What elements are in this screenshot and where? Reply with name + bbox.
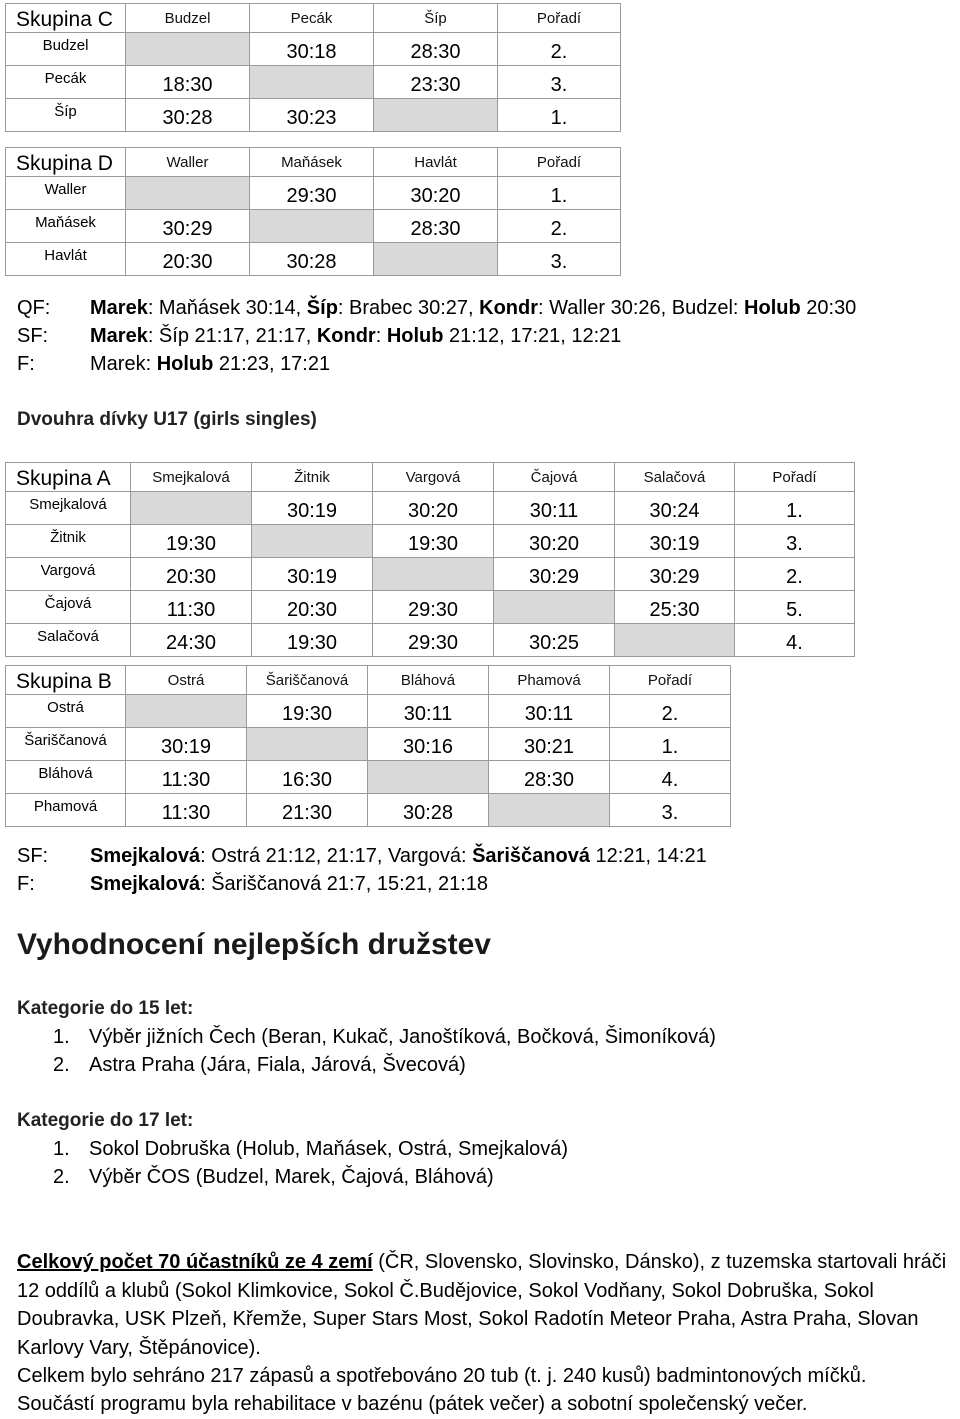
girls-sf-line (17, 845, 707, 868)
f-label: F: (17, 353, 35, 375)
score-cell: 24:30 (131, 624, 252, 657)
player-name: Havlát (6, 243, 126, 276)
self-match-cell (615, 624, 735, 657)
player-name-bold: Kondr (479, 297, 539, 319)
player-name-bold: Smejkalová (90, 873, 201, 895)
self-match-cell (252, 525, 373, 558)
score-cell: 21:30 (247, 794, 368, 827)
participants-summary: Celkový počet 70 účastníků ze 4 zemí (17, 1251, 373, 1273)
teams-heading: Vyhodnocení nejlepších družstev (17, 928, 491, 961)
score-cell: 30:28 (126, 99, 250, 132)
rank-cell: 2. (610, 695, 731, 728)
score-cell: 19:30 (373, 525, 494, 558)
self-match-cell (250, 210, 374, 243)
self-match-cell (131, 492, 252, 525)
column-header: Phamová (489, 666, 610, 695)
player-name-bold: Šariščanová (472, 845, 590, 867)
group-b-table (5, 665, 731, 827)
rank-cell: 2. (498, 33, 621, 66)
boys-sf-line (17, 325, 621, 348)
table-row (6, 525, 855, 558)
score-cell: 19:30 (252, 624, 373, 657)
self-match-cell (489, 794, 610, 827)
score-cell: 30:21 (489, 728, 610, 761)
table-row (6, 728, 731, 761)
result-text: : Brabec 30:27, (337, 297, 480, 319)
matches-summary: Celkem bylo sehráno 217 zápasů a spotřebováno 20 tub (t. j. 240 kusů) badmintonových míčků. (17, 1365, 867, 1387)
score-cell: 29:30 (250, 177, 374, 210)
group-title: Skupina D (6, 148, 126, 177)
result-text: 12:21, 14:21 (589, 845, 707, 867)
player-name: Čajová (6, 591, 131, 624)
rank-cell: 3. (498, 243, 621, 276)
score-cell: 30:28 (368, 794, 489, 827)
self-match-cell (373, 558, 494, 591)
score-cell: 30:11 (494, 492, 615, 525)
column-header: Šariščanová (247, 666, 368, 695)
player-name-bold: Holub (156, 353, 214, 375)
score-cell: 25:30 (615, 591, 735, 624)
self-match-cell (374, 243, 498, 276)
table-row (6, 794, 731, 827)
score-cell: 30:19 (252, 558, 373, 591)
summary-paragraph (17, 1248, 960, 1362)
result-text: : Šariščanová 21:7, 15:21, 21:18 (200, 873, 489, 895)
group-title: Skupina A (6, 463, 131, 492)
list-item: 1. Sokol Dobruška (Holub, Maňásek, Ostrá, Smejkalová) (53, 1138, 569, 1160)
boys-qf-line (17, 297, 856, 320)
score-cell: 29:30 (373, 624, 494, 657)
score-cell: 30:25 (494, 624, 615, 657)
result-text: 20:30 (800, 297, 857, 319)
column-header: Maňásek (250, 148, 374, 177)
player-name: Šariščanová (6, 728, 126, 761)
score-cell: 19:30 (131, 525, 252, 558)
score-cell: 16:30 (247, 761, 368, 794)
self-match-cell (126, 33, 250, 66)
table-row (6, 99, 621, 132)
rank-cell: 1. (498, 177, 621, 210)
table-row (6, 210, 621, 243)
score-cell: 29:30 (373, 591, 494, 624)
score-cell: 30:29 (494, 558, 615, 591)
player-name-bold: Marek (90, 297, 148, 319)
score-cell: 11:30 (126, 794, 247, 827)
rank-cell: 2. (735, 558, 855, 591)
column-header: Pořadí (498, 148, 621, 177)
self-match-cell (126, 695, 247, 728)
player-name-bold: Smejkalová (90, 845, 201, 867)
player-name: Vargová (6, 558, 131, 591)
rank-cell: 4. (610, 761, 731, 794)
cat17-heading: Kategorie do 17 let: (17, 1110, 194, 1131)
self-match-cell (368, 761, 489, 794)
score-cell: 11:30 (131, 591, 252, 624)
result-text: : (375, 325, 387, 347)
column-header: Čajová (494, 463, 615, 492)
girls-f-text (90, 873, 488, 895)
player-name: Salačová (6, 624, 131, 657)
result-text: Marek: (90, 353, 157, 375)
score-cell: 18:30 (126, 66, 250, 99)
column-header: Pořadí (498, 4, 621, 33)
player-name: Smejkalová (6, 492, 131, 525)
qf-text (90, 297, 856, 319)
column-header: Smejkalová (131, 463, 252, 492)
list-item: 1. Výběr jižních Čech (Beran, Kukač, Janoštíková, Bočková, Šimoníková) (53, 1026, 716, 1048)
table-row (6, 177, 621, 210)
self-match-cell (494, 591, 615, 624)
sf-text (90, 325, 621, 347)
score-cell: 30:20 (373, 492, 494, 525)
column-header: Havlát (374, 148, 498, 177)
column-header: Ostrá (126, 666, 247, 695)
column-header: Pecák (250, 4, 374, 33)
column-header: Pořadí (735, 463, 855, 492)
table-row (6, 695, 731, 728)
boys-f-line (17, 353, 330, 376)
score-cell: 30:19 (615, 525, 735, 558)
self-match-cell (247, 728, 368, 761)
group-title: Skupina B (6, 666, 126, 695)
score-cell: 20:30 (252, 591, 373, 624)
self-match-cell (374, 99, 498, 132)
table-row (6, 243, 621, 276)
player-name: Žitnik (6, 525, 131, 558)
score-cell: 30:29 (126, 210, 250, 243)
column-header: Vargová (373, 463, 494, 492)
score-cell: 28:30 (374, 33, 498, 66)
list-item: 2. Astra Praha (Jára, Fiala, Járová, Švecová) (53, 1054, 466, 1076)
table-row (6, 591, 855, 624)
score-cell: 30:11 (368, 695, 489, 728)
sf-label: SF: (17, 325, 49, 347)
group-c-table (5, 3, 621, 132)
player-name-bold: Marek (90, 325, 148, 347)
table-row (6, 761, 731, 794)
score-cell: 30:29 (615, 558, 735, 591)
score-cell: 30:19 (252, 492, 373, 525)
player-name-bold: Holub (386, 325, 444, 347)
rank-cell: 1. (735, 492, 855, 525)
score-cell: 23:30 (374, 66, 498, 99)
score-cell: 28:30 (489, 761, 610, 794)
girls-sf-text (90, 845, 707, 867)
score-cell: 30:16 (368, 728, 489, 761)
score-cell: 20:30 (126, 243, 250, 276)
table-header-row (6, 463, 855, 492)
table-row (6, 624, 855, 657)
player-name: Pecák (6, 66, 126, 99)
player-name-bold: Holub (744, 297, 801, 319)
player-name: Šíp (6, 99, 126, 132)
column-header: Šíp (374, 4, 498, 33)
player-name: Maňásek (6, 210, 126, 243)
rank-cell: 3. (498, 66, 621, 99)
player-name: Ostrá (6, 695, 126, 728)
result-text: : Ostrá 21:12, 21:17, Vargová: (200, 845, 473, 867)
table-row (6, 66, 621, 99)
player-name-bold: Kondr (316, 325, 376, 347)
group-title: Skupina C (6, 4, 126, 33)
rank-cell: 1. (610, 728, 731, 761)
column-header: Waller (126, 148, 250, 177)
player-name: Bláhová (6, 761, 126, 794)
column-header: Budzel (126, 4, 250, 33)
program-summary: Součástí programu byla rehabilitace v bazénu (pátek večer) a sobotní společenský večer. (17, 1393, 808, 1415)
score-cell: 30:20 (494, 525, 615, 558)
rank-cell: 4. (735, 624, 855, 657)
result-text: : Šíp 21:17, 21:17, (147, 325, 317, 347)
group-d-table (5, 147, 621, 276)
table-header-row (6, 4, 621, 33)
column-header: Žitnik (252, 463, 373, 492)
player-name: Phamová (6, 794, 126, 827)
table-row (6, 33, 621, 66)
score-cell: 30:18 (250, 33, 374, 66)
rank-cell: 2. (498, 210, 621, 243)
column-header: Bláhová (368, 666, 489, 695)
rank-cell: 3. (610, 794, 731, 827)
score-cell: 30:11 (489, 695, 610, 728)
girls-section-heading: Dvouhra dívky U17 (girls singles) (17, 409, 317, 430)
result-text: 21:23, 17:21 (213, 353, 331, 375)
player-name: Budzel (6, 33, 126, 66)
result-text: : Waller 30:26, Budzel: (538, 297, 745, 319)
table-row (6, 558, 855, 591)
player-name-bold: Šíp (306, 297, 338, 319)
table-header-row (6, 666, 731, 695)
rank-cell: 5. (735, 591, 855, 624)
rank-cell: 1. (498, 99, 621, 132)
score-cell: 28:30 (374, 210, 498, 243)
column-header: Pořadí (610, 666, 731, 695)
qf-label: QF: (17, 297, 51, 319)
girls-f-label: F: (17, 873, 35, 895)
column-header: Salačová (615, 463, 735, 492)
score-cell: 30:23 (250, 99, 374, 132)
girls-f-line (17, 873, 488, 896)
result-text: 21:12, 17:21, 12:21 (443, 325, 622, 347)
score-cell: 11:30 (126, 761, 247, 794)
score-cell: 19:30 (247, 695, 368, 728)
group-a-table (5, 462, 855, 657)
score-cell: 30:19 (126, 728, 247, 761)
score-cell: 20:30 (131, 558, 252, 591)
clubs-list: (ČR, Slovensko, Slovinsko, Dánsko), z tuzemska startovali hráči 12 oddílů a klubů (Sokol Klimkovice, Sokol Č.Budějovice, Sokol Vodňany, Sokol Dobruška, Sokol Doubravka, USK Plzeň, Křemže, Super Stars Most, Sokol Radotín Meteor Praha, Astra Praha, Slovan Karlovy Vary, Štěpánovice). (17, 1251, 947, 1359)
table-header-row (6, 148, 621, 177)
score-cell: 30:24 (615, 492, 735, 525)
list-item: 2. Výběr ČOS (Budzel, Marek, Čajová, Bláhová) (53, 1166, 494, 1188)
score-cell: 30:20 (374, 177, 498, 210)
f-text (90, 353, 330, 375)
girls-sf-label: SF: (17, 845, 49, 867)
self-match-cell (126, 177, 250, 210)
player-name: Waller (6, 177, 126, 210)
cat15-heading: Kategorie do 15 let: (17, 998, 194, 1019)
score-cell: 30:28 (250, 243, 374, 276)
table-row (6, 492, 855, 525)
self-match-cell (250, 66, 374, 99)
result-text: : Maňásek 30:14, (147, 297, 307, 319)
rank-cell: 3. (735, 525, 855, 558)
